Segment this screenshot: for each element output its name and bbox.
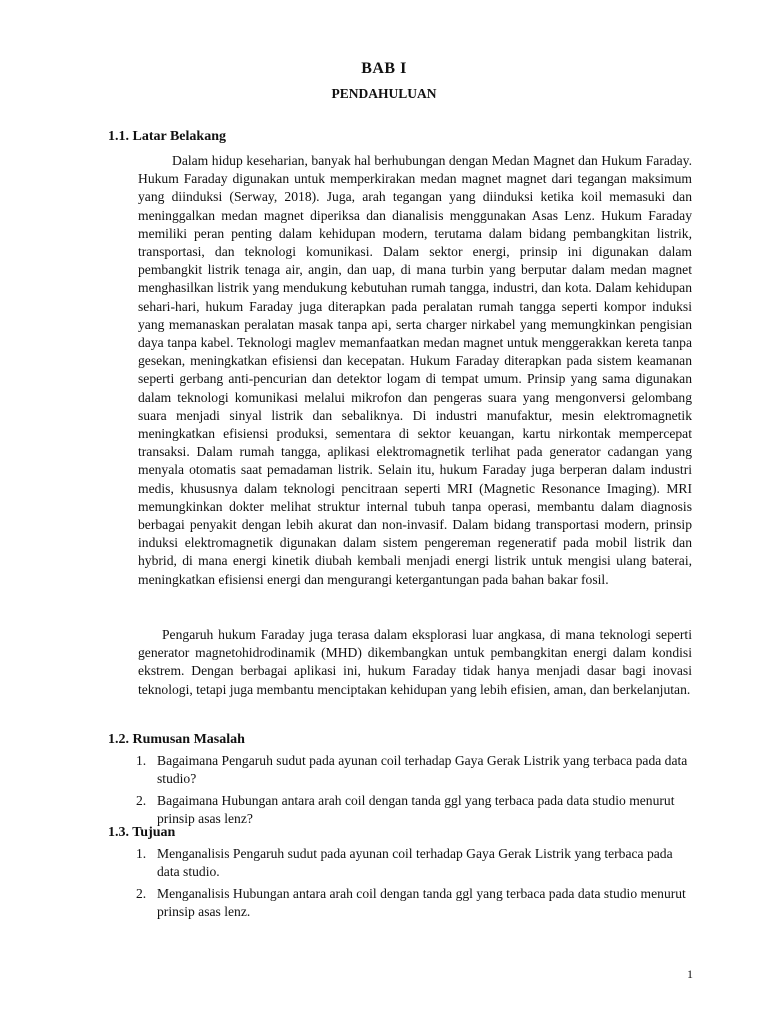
list-item-text: Menganalisis Hubungan antara arah coil dengan tanda ggl yang terbaca pada data studio menurut prinsip asas lenz.: [157, 886, 686, 919]
list-item-text: Menganalisis Pengaruh sudut pada ayunan coil terhadap Gaya Gerak Listrik yang terbaca pada data studio.: [157, 846, 673, 879]
paragraph-latar-belakang-1: Dalam hidup keseharian, banyak hal berhubungan dengan Medan Magnet dan Hukum Faraday. Hukum Faraday digunakan untuk memperkirakan medan magnet magnet dari tegangan maksimum yang diinduksi (Serway, 2018). Juga, arah tegangan yang diinduksi ketika koil memasuki dan meninggalkan medan magnet diperiksa dan dianalisis menggunakan Asas Lenz. Hukum Faraday memiliki peran penting dalam kehidupan modern, terutama dalam bidang pembangkitan listrik, transportasi, dan teknologi komunikasi. Dalam sektor energi, prinsip ini digunakan dalam pembangkit listrik tenaga air, angin, dan uap, di mana turbin yang berputar dalam medan magnet menghasilkan listrik yang mendukung kebutuhan rumah tangga, industri, dan kota. Dalam kehidupan sehari-hari, hukum Faraday juga diterapkan pada peralatan rumah tangga seperti kompor induksi yang memanaskan peralatan masak tanpa api, serta charger nirkabel yang memungkinkan pengisian daya tanpa kabel. Teknologi maglev memanfaatkan medan magnet untuk menggerakkan kereta tanpa gesekan, meningkatkan efisiensi dan kecepatan. Hukum Faraday diterapkan pada sistem keamanan seperti gerbang anti-pencurian dan detektor logam di tempat umum. Prinsip yang sama digunakan dalam teknologi komunikasi melalui mikrofon dan pengeras suara yang mengonversi gelombang suara menjadi sinyal listrik dan sebaliknya. Di industri manufaktur, mesin elektromagnetik meningkatkan efisiensi produksi, sementara di sektor keuangan, kartu nirkontak mempercepat transaksi. Dalam rumah tangga, aplikasi elektromagnetik terlihat pada generator cadangan yang menyala otomatis saat pemadaman listrik. Selain itu, hukum Faraday juga berperan dalam industri medis, khususnya dalam teknologi pencitraan seperti MRI (Magnetic Resonance Imaging). MRI memungkinkan dokter melihat struktur internal tubuh tanpa operasi, membantu dalam diagnosis berbagai penyakit dengan lebih akurat dan non-invasif. Dalam bidang transportasi modern, prinsip induksi elektromagnetik digunakan dalam sistem pengereman regeneratif pada mobil listrik dan hybrid, di mana energi kinetik diubah kembali menjadi energi listrik untuk mengisi ulang baterai, meningkatkan efisiensi energi dan mengurangi ketergantungan pada bahan bakar fosil.: [138, 153, 692, 587]
rumusan-masalah-list: [108, 752, 692, 832]
chapter-number: BAB I: [361, 60, 407, 77]
list-item: [108, 792, 692, 827]
list-item-number: 2.: [136, 793, 147, 808]
section-heading-latar-belakang: 1.1. Latar Belakang: [108, 129, 226, 144]
chapter-title: PENDAHULUAN: [331, 86, 437, 101]
list-item: [108, 845, 692, 880]
paragraph-latar-belakang-2: Pengaruh hukum Faraday juga terasa dalam eksplorasi luar angkasa, di mana teknologi seperti generator magnetohidrodinamik (MHD) dikembangkan untuk pembangkitan energi dalam kondisi ekstrem. Dengan berbagai aplikasi ini, hukum Faraday tidak hanya menjadi dasar bagi inovasi teknologi, tetapi juga membantu menciptakan kehidupan yang lebih efisien, aman, dan berkelanjutan.: [138, 627, 692, 697]
list-item-text: Bagaimana Hubungan antara arah coil dengan tanda ggl yang terbaca pada data studio menurut prinsip asas lenz?: [157, 793, 675, 826]
section-heading-tujuan: 1.3. Tujuan: [108, 825, 176, 840]
list-item: [108, 752, 692, 787]
list-item-number: 2.: [136, 886, 147, 901]
list-item: [108, 885, 692, 920]
list-item-text: Bagaimana Pengaruh sudut pada ayunan coil terhadap Gaya Gerak Listrik yang terbaca pada data studio?: [157, 753, 688, 786]
page-number: 1: [687, 967, 693, 981]
list-item-number: 1.: [136, 846, 147, 861]
section-heading-rumusan-masalah: 1.2. Rumusan Masalah: [108, 732, 245, 747]
tujuan-list: [108, 845, 692, 925]
list-item-number: 1.: [136, 753, 147, 768]
